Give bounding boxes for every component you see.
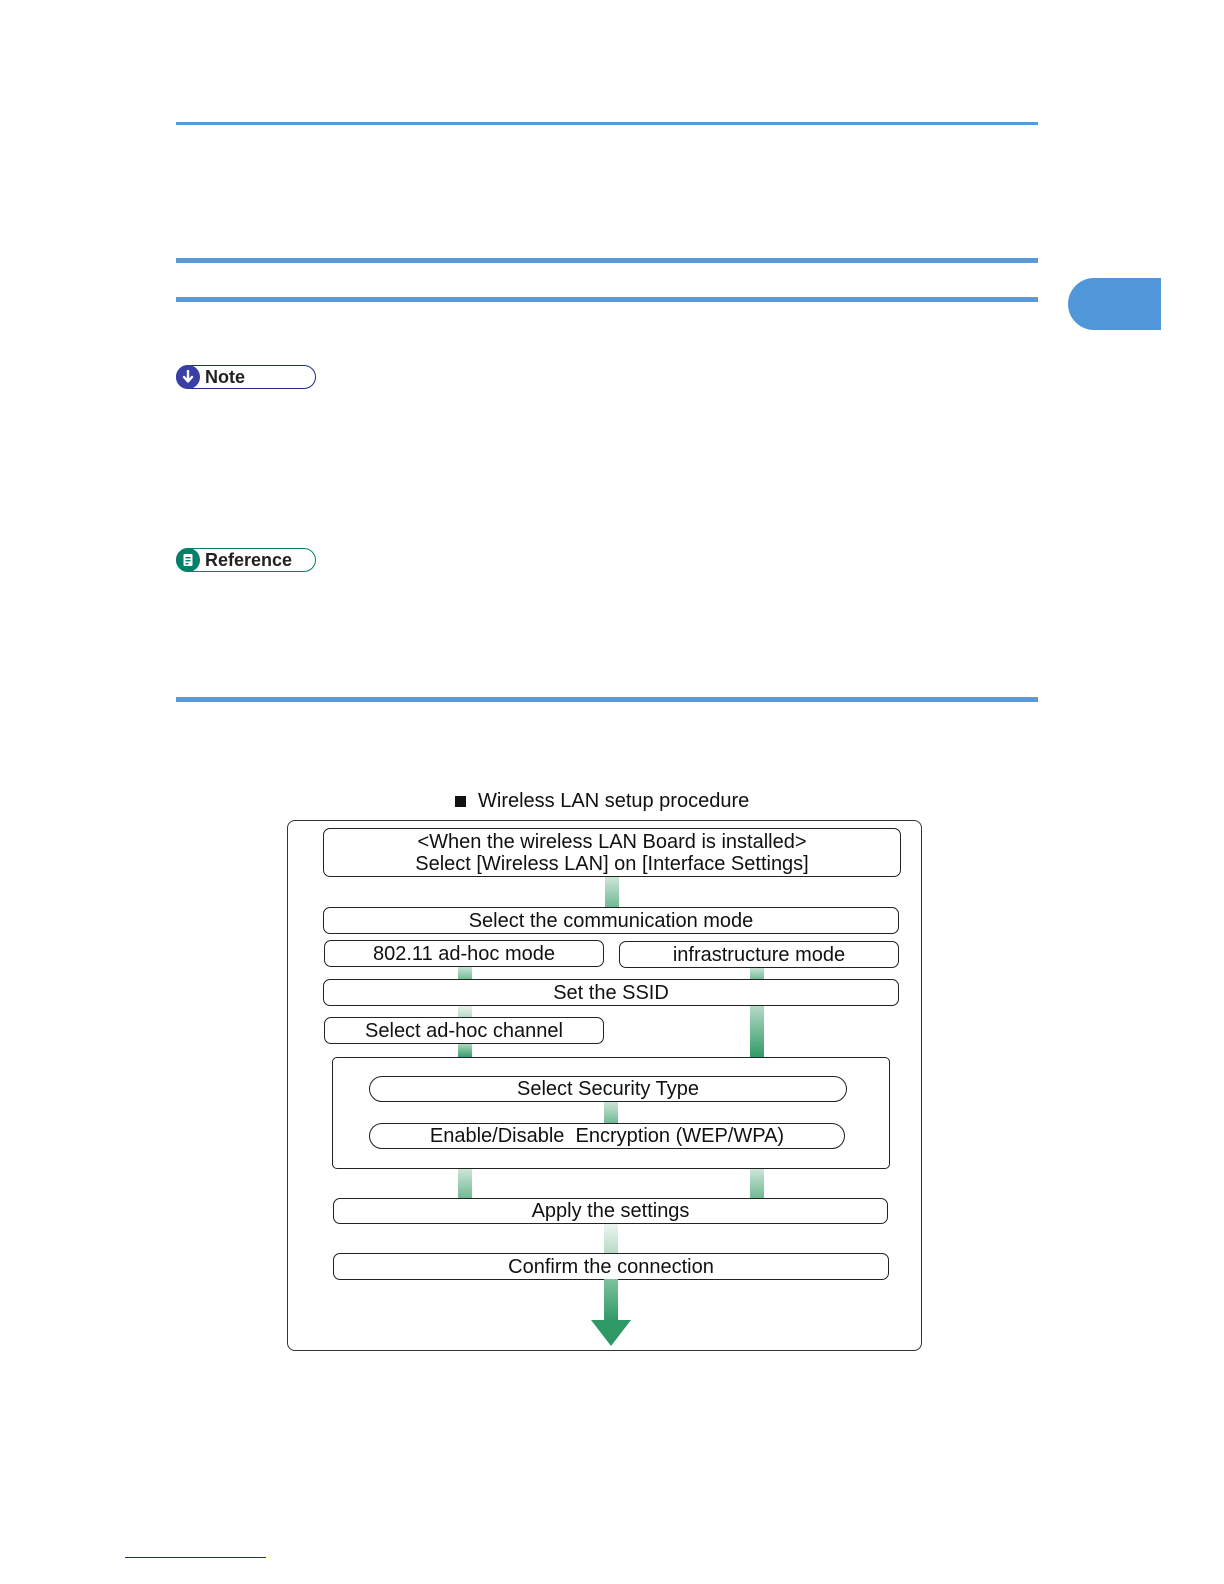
connector-channel-to-security	[458, 1043, 472, 1058]
down-arrow-icon	[176, 365, 200, 389]
communication-mode-label: Select the communication mode	[468, 909, 754, 932]
document-icon	[176, 548, 200, 572]
header-rule	[176, 122, 1038, 125]
ssid-box	[323, 979, 899, 1006]
adhoc-mode-box	[324, 940, 604, 967]
adhoc-channel-label: Select ad-hoc channel	[365, 1019, 563, 1042]
ssid-label: Set the SSID	[553, 981, 669, 1004]
diagram-title-text: Wireless LAN setup procedure	[478, 790, 750, 812]
bullet-square-icon	[455, 796, 466, 807]
connector-apply-to-confirm	[604, 1223, 618, 1254]
security-type-label: Select Security Type	[517, 1078, 699, 1100]
confirm-connection-box	[333, 1253, 889, 1280]
section-rule-diagram	[176, 697, 1038, 702]
apply-settings-label: Apply the settings	[531, 1200, 690, 1222]
apply-settings-box	[333, 1198, 888, 1224]
note-label: Note	[205, 367, 245, 387]
board-installed-line2: Select [Wireless LAN] on [Interface Settings]	[415, 852, 809, 875]
adhoc-channel-box	[324, 1017, 604, 1044]
adhoc-mode-label: 802.11 ad-hoc mode	[373, 942, 555, 965]
board-installed-line1: <When the wireless LAN Board is installed>	[417, 830, 807, 853]
connector-adhoc-to-ssid	[458, 966, 472, 980]
connector-board-to-mode	[605, 876, 619, 908]
chapter-tab	[1068, 278, 1161, 330]
infrastructure-mode-label: infrastructure mode	[672, 943, 846, 966]
diagram-title	[455, 790, 749, 813]
communication-mode-box	[323, 907, 899, 934]
section-rule-bottom	[176, 297, 1038, 302]
footer-link-underline	[125, 1557, 266, 1558]
connector-security-to-apply-left	[458, 1168, 472, 1199]
reference-callout	[176, 548, 316, 572]
section-rule-top	[176, 258, 1038, 263]
infrastructure-mode-box	[619, 941, 899, 968]
reference-label: Reference	[205, 550, 293, 570]
note-callout	[176, 365, 316, 389]
down-arrow-icon	[590, 1279, 632, 1347]
security-type-box	[369, 1076, 847, 1102]
confirm-connection-label: Confirm the connection	[508, 1255, 714, 1278]
connector-security-to-apply-right	[750, 1168, 764, 1199]
board-installed-box	[323, 828, 901, 877]
encryption-box	[369, 1123, 845, 1149]
security-group-frame	[332, 1057, 890, 1169]
connector-ssid-to-security-right	[750, 1005, 764, 1058]
encryption-label: Enable/Disable Encryption (WEP/WPA)	[429, 1125, 785, 1147]
